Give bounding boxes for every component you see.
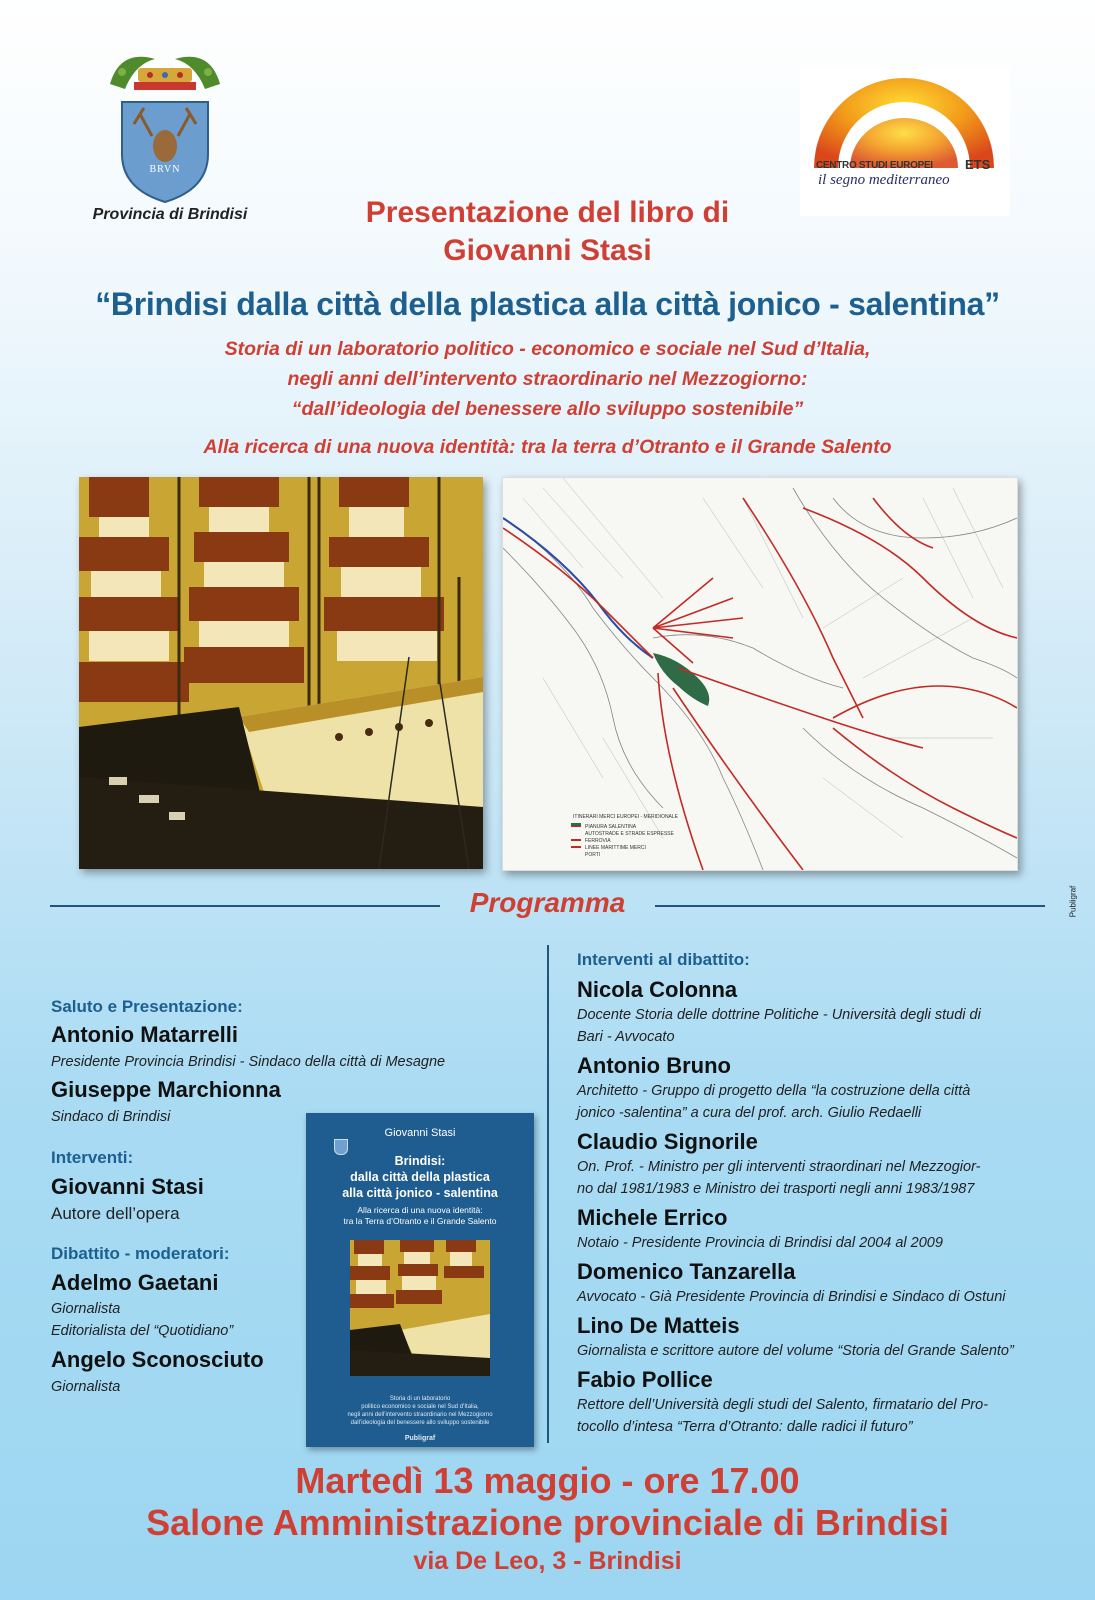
dibattito-heading: Dibattito - moderatori: bbox=[51, 1244, 230, 1263]
speaker-role-line: no dal 1981/1983 e Ministro dei trasporti negli anni 1983/1987 bbox=[577, 1181, 975, 1197]
speaker-name: Giuseppe Marchionna bbox=[51, 1077, 281, 1102]
debate-speaker bbox=[577, 1366, 1077, 1438]
speaker-name: Fabio Pollice bbox=[577, 1367, 713, 1392]
speaker-role-line: Rettore dell’Università degli studi del Salento, firmatario del Pro- bbox=[577, 1397, 989, 1413]
ces-ets: ETS bbox=[965, 157, 991, 172]
presentation-line-2: Giovanni Stasi bbox=[443, 234, 652, 267]
map-legend-line-3: FERROVIA bbox=[585, 838, 611, 844]
event-venue: Salone Amministrazione provinciale di Brindisi bbox=[146, 1502, 949, 1543]
divider-left bbox=[50, 905, 440, 907]
column-divider bbox=[547, 945, 549, 1443]
subtitle-line-2: negli anni dell’intervento straordinario nel Mezzogiorno: bbox=[287, 368, 808, 390]
book-cover-title-line: Brindisi: bbox=[394, 1154, 446, 1168]
speaker-role: Presidente Provincia Brindisi - Sindaco della città di Mesagne bbox=[51, 1054, 446, 1070]
book-subtitle bbox=[0, 334, 1095, 424]
subtitle-line-1: Storia di un laboratorio politico - economico e sociale nel Sud d’Italia, bbox=[224, 338, 871, 360]
speaker-role: Editorialista del “Quotidiano” bbox=[51, 1323, 234, 1339]
book-cover-author: Giovanni Stasi bbox=[384, 1127, 456, 1139]
map-legend-title: ITINERARI MERCI EUROPEI - MERIDIONALE bbox=[573, 814, 679, 820]
provincia-name: Provincia di Brindisi bbox=[92, 206, 248, 223]
map-legend-line-2: AUTOSTRADE E STRADE ESPRESSE bbox=[585, 831, 674, 837]
interventi-dibattito-heading: Interventi al dibattito: bbox=[577, 950, 750, 969]
map-legend-line-4: LINEE MARITTIME MERCI bbox=[585, 845, 646, 851]
speaker-role: Giornalista bbox=[51, 1379, 121, 1395]
speaker-name: Domenico Tanzarella bbox=[577, 1259, 796, 1284]
speaker-name: Antonio Matarrelli bbox=[51, 1022, 239, 1047]
crest-text: BRVN bbox=[149, 164, 181, 175]
right-column bbox=[577, 950, 1077, 1442]
book-cover-bottom-text bbox=[316, 1395, 524, 1443]
programma-heading: Programma bbox=[469, 887, 626, 918]
book-cover-bottom-line: dall’ideologia del benessere allo sviluppo sostenibile bbox=[350, 1420, 490, 1426]
book-cover-bottom-line: negli anni dell’intervento straordinario nel Mezzogiorno bbox=[347, 1412, 493, 1418]
debate-speaker bbox=[577, 1052, 1077, 1124]
speaker-name: Claudio Signorile bbox=[577, 1129, 758, 1154]
speaker-role-line: On. Prof. - Ministro per gli interventi straordinari nel Mezzogior- bbox=[577, 1159, 981, 1175]
speaker-role-line: Notaio - Presidente Provincia di Brindisi dal 2004 al 2009 bbox=[577, 1235, 943, 1251]
speaker-role-line: jonico -salentina” a cura del prof. arch. Giulio Redaelli bbox=[577, 1105, 922, 1121]
book-cover-title bbox=[306, 1153, 534, 1201]
debate-speaker bbox=[577, 976, 1077, 1048]
book-cover-subtitle-line: Alla ricerca di una nuova identità: bbox=[357, 1205, 483, 1215]
divider-right bbox=[655, 905, 1045, 907]
speaker-name: Antonio Bruno bbox=[577, 1053, 731, 1078]
ces-subtitle: il segno mediterraneo bbox=[818, 172, 950, 188]
subtitle-line-3: “dall’ideologia del benessere allo sviluppo sostenibile” bbox=[291, 398, 804, 420]
debate-speaker bbox=[577, 1258, 1077, 1308]
speaker-role-line: tocollo d’intesa “Terra d’Otranto: dalle radici il futuro” bbox=[577, 1419, 913, 1435]
speaker-name: Giovanni Stasi bbox=[51, 1174, 204, 1199]
speaker-name: Adelmo Gaetani bbox=[51, 1270, 219, 1295]
book-cover-title-line: alla città jonico - salentina bbox=[342, 1186, 498, 1200]
event-address: via De Leo, 3 - Brindisi bbox=[413, 1547, 682, 1575]
book-cover-photo bbox=[350, 1240, 490, 1376]
book-cover-subtitle-line: tra la Terra d’Otranto e il Grande Salento bbox=[343, 1216, 497, 1226]
speaker-name: Michele Errico bbox=[577, 1205, 728, 1230]
book-cover-bottom-line: Storia di un laboratorio bbox=[389, 1396, 451, 1402]
presentation-line-1: Presentazione del libro di bbox=[365, 196, 730, 229]
speaker-name: Lino De Matteis bbox=[577, 1313, 740, 1338]
book-cover-publisher: Publigraf bbox=[404, 1435, 436, 1442]
provincia-crest-logo bbox=[100, 44, 230, 204]
interventi-heading: Interventi: bbox=[51, 1148, 134, 1167]
industrial-plant-image bbox=[79, 477, 483, 869]
saluto-heading: Saluto e Presentazione: bbox=[51, 997, 243, 1016]
speaker-role-line: Docente Storia delle dottrine Politiche - Università degli studi di bbox=[577, 1007, 981, 1023]
publisher-mark: Publigraf bbox=[1068, 885, 1078, 918]
book-cover-title-line: dalla città della plastica bbox=[350, 1170, 490, 1184]
speaker-role: Giornalista bbox=[51, 1301, 121, 1317]
debate-speaker bbox=[577, 1128, 1077, 1200]
speaker-name: Angelo Sconosciuto bbox=[51, 1347, 264, 1372]
speaker-role: Autore dell’opera bbox=[51, 1204, 180, 1223]
book-cover-bottom-line: politico economico e sociale nel Sud d’Italia, bbox=[361, 1404, 479, 1410]
debate-speaker bbox=[577, 1204, 1077, 1254]
presentation-heading bbox=[0, 194, 1095, 270]
book-cover-image bbox=[306, 1113, 534, 1447]
book-title: “Brindisi dalla città della plastica alla città jonico - salentina” bbox=[95, 286, 1000, 322]
event-date-time: Martedì 13 maggio - ore 17.00 bbox=[295, 1460, 800, 1501]
speaker-role-line: Giornalista e scrittore autore del volume “Storia del Grande Salento” bbox=[577, 1343, 1014, 1359]
map-legend-line-5: PORTI bbox=[585, 852, 601, 858]
speaker-role-line: Avvocato - Già Presidente Provincia di Brindisi e Sindaco di Ostuni bbox=[577, 1289, 1006, 1305]
speaker-name: Nicola Colonna bbox=[577, 977, 738, 1002]
search-identity-line: Alla ricerca di una nuova identità: tra la terra d’Otranto e il Grande Salento bbox=[203, 436, 892, 458]
ces-title: CENTRO STUDI EUROPEI bbox=[816, 160, 933, 171]
book-cover-subtitle bbox=[306, 1205, 534, 1227]
speaker-role: Sindaco di Brindisi bbox=[51, 1109, 171, 1125]
speaker-role-line: Bari - Avvocato bbox=[577, 1029, 675, 1045]
map-legend-line-1: PIANURA SALENTINA bbox=[585, 824, 637, 830]
southern-italy-map-image bbox=[502, 477, 1018, 871]
debate-speaker bbox=[577, 1312, 1077, 1362]
speaker-role-line: Architetto - Gruppo di progetto della “la costruzione della città bbox=[577, 1083, 971, 1099]
